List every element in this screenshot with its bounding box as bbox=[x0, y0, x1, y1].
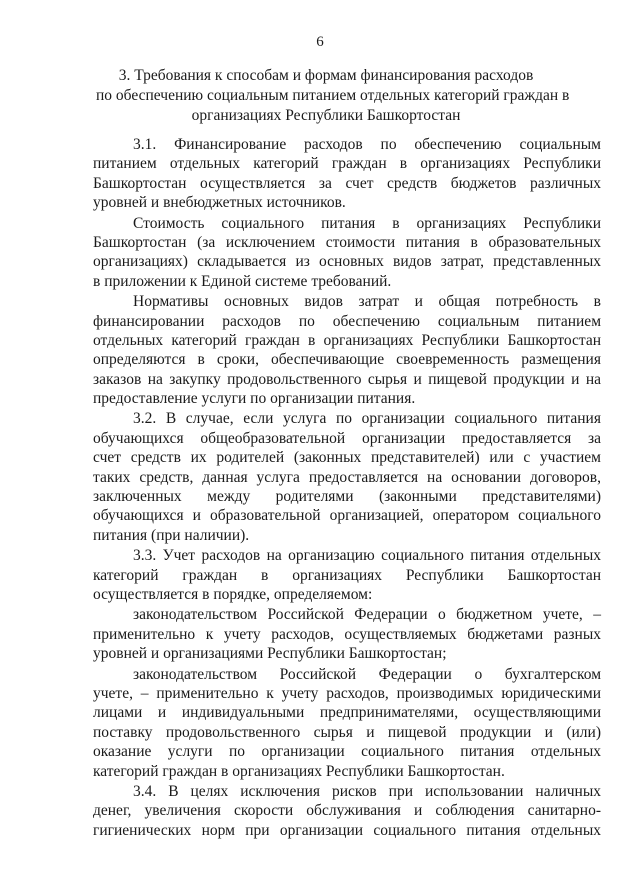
text-line: поставку продовольственного сырья и пищевой продукции и (или) bbox=[93, 723, 601, 741]
text-line: категорий граждан в организациях Республики Башкортостан bbox=[93, 566, 601, 584]
paragraph bbox=[93, 782, 601, 840]
text-line: финансировании расходов по обеспечению социальным питанием bbox=[93, 312, 601, 330]
text-line: Башкортостан (за исключением стоимости питания в образовательных bbox=[93, 233, 601, 251]
text-line: счет средств их родителей (законных представителей) или с участием bbox=[93, 449, 601, 467]
document-body bbox=[93, 135, 601, 841]
text-line: таких средств, данная услуга предоставляется на основании договоров, bbox=[93, 468, 601, 486]
text-line: 3.2. В случае, если услуга по организации социального питания bbox=[133, 410, 601, 428]
text-line: обучающихся и образовательной организацией, оператором социального bbox=[93, 507, 601, 525]
text-line: категорий граждан в организациях Республики Башкортостан. bbox=[93, 762, 505, 780]
text-line: питания (при наличии). bbox=[93, 526, 250, 544]
text-line: уровней и организациями Республики Башкортостан; bbox=[93, 645, 447, 663]
page-number: 6 bbox=[316, 34, 324, 50]
text-line: учете, – применительно к учету расходов, производимых юридическими bbox=[93, 684, 601, 702]
paragraph bbox=[93, 135, 601, 213]
paragraph bbox=[93, 292, 601, 408]
heading-line: организациях Республики Башкортостан bbox=[191, 107, 461, 124]
text-line: заказов на закупку продовольственного сырья и пищевой продукции и на bbox=[93, 370, 601, 388]
text-line: применительно к учету расходов, осуществляемых бюджетами разных bbox=[93, 625, 601, 643]
text-line: оказание услуги по организации социального питания отдельных bbox=[93, 743, 601, 761]
paragraph bbox=[93, 214, 601, 292]
text-line: Башкортостан осуществляется за счет средств бюджетов различных bbox=[93, 174, 601, 192]
text-line: Стоимость социального питания в организациях Республики bbox=[133, 214, 601, 232]
text-line: отдельных категорий граждан в организациях Республики Башкортостан bbox=[93, 331, 601, 349]
text-line: законодательством Российской Федерации о бухгалтерском bbox=[133, 665, 601, 683]
text-line: обучающихся общеобразовательной организации предоставляется за bbox=[93, 429, 601, 447]
heading-line: 3. Требования к способам и формам финансирования расходов bbox=[118, 67, 534, 84]
text-line: 3.3. Учет расходов на организацию социального питания отдельных bbox=[133, 547, 601, 565]
text-line: 3.1. Финансирование расходов по обеспечению социальным bbox=[133, 136, 601, 153]
paragraph bbox=[93, 665, 601, 781]
text-line: гигиенических норм при организации социального питания отдельных bbox=[93, 821, 601, 839]
paragraph bbox=[93, 409, 601, 545]
text-line: в приложении к Единой системе требований. bbox=[93, 272, 392, 290]
section-heading bbox=[96, 66, 570, 126]
text-line: заключенных между родителями (законными представителями) bbox=[93, 488, 601, 506]
paragraph bbox=[93, 605, 601, 663]
text-line: лицами и индивидуальными предпринимателями, осуществляющими bbox=[93, 704, 601, 722]
text-line: питанием отдельных категорий граждан в организациях Республики bbox=[93, 155, 601, 173]
text-line: уровней и внебюджетных источников. bbox=[93, 194, 346, 212]
text-line: определяются в сроки, обеспечивающие своевременность размещения bbox=[93, 351, 601, 369]
text-line: денег, увеличения скорости обслуживания и соблюдения санитарно- bbox=[93, 802, 601, 820]
paragraph bbox=[93, 546, 601, 604]
text-line: законодательством Российской Федерации о бюджетном учете, – bbox=[133, 606, 601, 624]
heading-line: по обеспечению социальным питанием отдельных категорий граждан в bbox=[96, 87, 570, 104]
text-line: 3.4. В целях исключения рисков при использовании наличных bbox=[133, 782, 601, 800]
text-line: осуществляется в порядке, определяемом: bbox=[93, 585, 373, 603]
text-line: Нормативы основных видов затрат и общая потребность в bbox=[133, 293, 601, 311]
text-line: организациях) складывается из основных видов затрат, представленных bbox=[93, 253, 601, 271]
text-line: предоставление услуги по организации питания. bbox=[93, 390, 416, 408]
